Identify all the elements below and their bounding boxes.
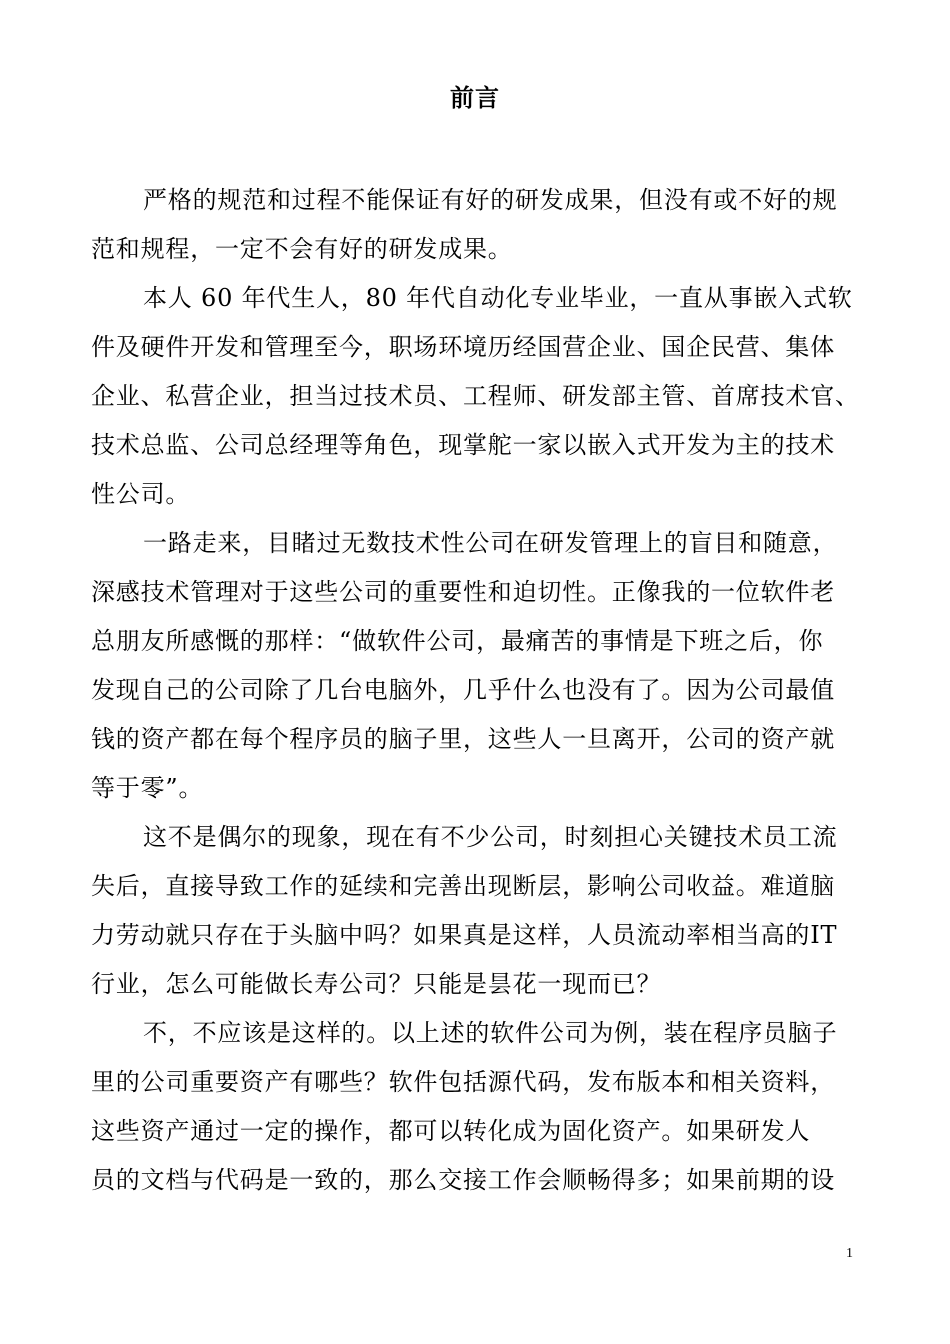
paragraph-line: 不，不应该是这样的。以上述的软件公司为例，装在程序员脑子: [143, 1019, 838, 1047]
paragraph-line: 本人 60 年代生人，80 年代自动化专业毕业，一直从事嵌入式软: [143, 284, 853, 312]
paragraph-line: 一路走来，目睹过无数技术性公司在研发管理上的盲目和随意，: [143, 529, 838, 557]
paragraph-line: 范和规程，一定不会有好的研发成果。: [91, 235, 513, 263]
paragraph-line: 钱的资产都在每个程序员的脑子里，这些人一旦离开，公司的资产就: [91, 725, 835, 753]
paragraph-line: 件及硬件开发和管理至今，职场环境历经国营企业、国企民营、集体: [91, 333, 835, 361]
paragraph-line: 员的文档与代码是一致的，那么交接工作会顺畅得多；如果前期的设: [91, 1166, 835, 1194]
paragraph-line: 行业，怎么可能做长寿公司？只能是昙花一现而已？: [91, 970, 662, 998]
paragraph-line: 力劳动就只存在于头脑中吗？如果真是这样，人员流动率相当高的IT: [91, 921, 838, 949]
paragraph-line: 等于零”。: [91, 774, 204, 802]
paragraph-line: 这不是偶尔的现象，现在有不少公司，时刻担心关键技术员工流: [143, 823, 838, 851]
page-title: 前言: [450, 83, 500, 112]
paragraph-line: 性公司。: [91, 480, 191, 508]
paragraph-line: 严格的规范和过程不能保证有好的研发成果，但没有或不好的规: [143, 186, 838, 214]
paragraph-line: 技术总监、公司总经理等角色，现掌舵一家以嵌入式开发为主的技术: [91, 431, 835, 459]
paragraph-line: 发现自己的公司除了几台电脑外，几乎什么也没有了。因为公司最值: [91, 676, 835, 704]
paragraph-line: 深感技术管理对于这些公司的重要性和迫切性。正像我的一位软件老: [91, 578, 835, 606]
paragraph-line: 企业、私营企业，担当过技术员、工程师、研发部主管、首席技术官、: [91, 382, 860, 410]
paragraph-line: 总朋友所感慨的那样：“做软件公司，最痛苦的事情是下班之后，你: [91, 627, 824, 655]
paragraph-line: 这些资产通过一定的操作，都可以转化成为固化资产。如果研发人: [91, 1117, 811, 1145]
paragraph-line: 里的公司重要资产有哪些？软件包括源代码，发布版本和相关资料，: [91, 1068, 835, 1096]
page-number: 1: [846, 1246, 853, 1261]
body-text: [91, 176, 863, 1205]
paragraph-line: 失后，直接导致工作的延续和完善出现断层，影响公司收益。难道脑: [91, 872, 835, 900]
